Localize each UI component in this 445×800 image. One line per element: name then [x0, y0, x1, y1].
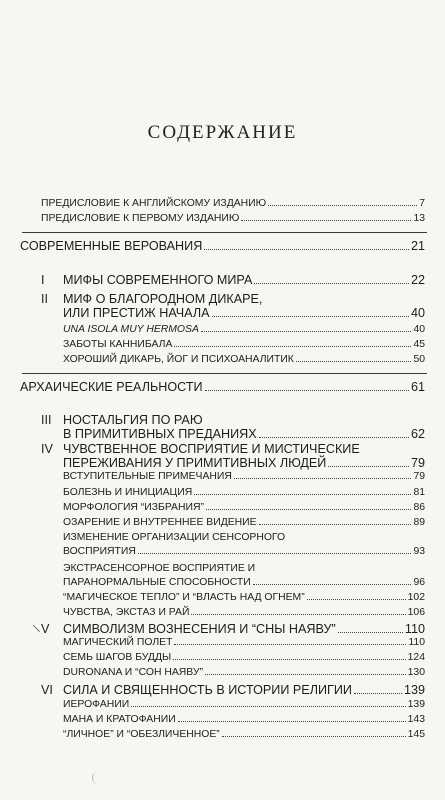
entry-text: СИЛА И СВЯЩЕННОСТЬ В ИСТОРИИ РЕЛИГИИ: [63, 683, 352, 697]
toc-chapter-line: НОСТАЛЬГИЯ ПО РАЮ: [63, 413, 203, 427]
page-number: 130: [407, 667, 425, 678]
entry-text: “ЛИЧНОЕ” И “ОБЕЗЛИЧЕННОЕ”: [63, 729, 220, 740]
page-number: 106: [407, 607, 425, 618]
toc-entry-front: [41, 213, 425, 224]
page-number: 89: [413, 517, 425, 528]
page-number: 61: [410, 380, 425, 394]
chapter-numeral: IV: [41, 442, 53, 456]
page-number: 7: [419, 198, 425, 209]
toc-entry-front: [41, 198, 425, 209]
page-number: 22: [410, 273, 425, 287]
page-number: 93: [413, 546, 425, 557]
dot-leader: [222, 730, 406, 737]
dot-leader: [205, 382, 409, 391]
dot-leader: [201, 325, 412, 332]
entry-text: ПРЕДИСЛОВИЕ К АНГЛИЙСКОМУ ИЗДАНИЮ: [41, 198, 267, 209]
chapter-numeral: III: [41, 413, 52, 427]
page-number: 110: [408, 637, 425, 648]
entry-text: СОВРЕМЕННЫЕ ВЕРОВАНИЯ: [20, 239, 203, 253]
dot-leader: [212, 308, 409, 317]
toc-chapter: [63, 622, 425, 636]
dot-leader: [259, 518, 412, 525]
toc-section: [63, 517, 425, 528]
toc-chapter: [63, 306, 425, 320]
page-number: 79: [413, 471, 425, 482]
toc-section: [63, 607, 425, 618]
entry-text: ВОСПРИЯТИЯ: [63, 546, 136, 557]
dot-leader: [338, 624, 403, 633]
toc-section: [63, 652, 425, 663]
page-number: 45: [413, 339, 425, 350]
page-title: СОДЕРЖАНИЕ: [147, 122, 298, 143]
chapter-numeral: V: [41, 622, 50, 636]
dot-leader: [138, 547, 412, 554]
toc-section: [63, 471, 425, 482]
toc-section-line: ИЗМЕНЕНИЕ ОРГАНИЗАЦИИ СЕНСОРНОГО: [63, 532, 286, 543]
entry-text: В ПРИМИТИВНЫХ ПРЕДАНИЯХ: [63, 427, 257, 441]
toc-section: [63, 339, 425, 350]
entry-text: UNA ISOLA MUY HERMOSA: [63, 324, 199, 335]
entry-text: ПРЕДИСЛОВИЕ К ПЕРВОМУ ИЗДАНИЮ: [41, 213, 240, 224]
page-number: 79: [410, 456, 425, 470]
toc-chapter-line: ЧУВСТВЕННОЕ ВОСПРИЯТИЕ И МИСТИЧЕСКИЕ: [63, 442, 360, 456]
toc-chapter-line: МИФ О БЛАГОРОДНОМ ДИКАРЕ,: [63, 292, 263, 306]
toc-section: [63, 699, 425, 710]
entry-text: СИМВОЛИЗМ ВОЗНЕСЕНИЯ И “СНЫ НАЯВУ”: [63, 622, 336, 636]
entry-text: АРХАИЧЕСКИЕ РЕАЛЬНОСТИ: [20, 380, 203, 394]
toc-section: [63, 487, 425, 498]
entry-text: ПЕРЕЖИВАНИЯ У ПРИМИТИВНЫХ ЛЮДЕЙ: [63, 456, 327, 470]
page-number: 86: [413, 502, 425, 513]
dot-leader: [131, 700, 405, 707]
dot-leader: [307, 593, 406, 600]
entry-text: ЗАБОТЫ КАННИБАЛА: [63, 339, 173, 350]
dot-leader: [354, 685, 402, 694]
dot-leader: [268, 199, 417, 206]
entry-text: БОЛЕЗНЬ И ИНИЦИАЦИЯ: [63, 487, 193, 498]
dot-leader: [174, 340, 411, 347]
page-number: 40: [410, 306, 425, 320]
dot-leader: [173, 653, 405, 660]
toc-section-line: ЭКСТРАСЕНСОРНОЕ ВОСПРИЯТИЕ И: [63, 563, 256, 574]
entry-text: DURONANA И “СОН НАЯВУ”: [63, 667, 203, 678]
page-number: 145: [407, 729, 425, 740]
toc-section: [63, 592, 425, 603]
toc-part: [20, 380, 425, 394]
dot-leader: [178, 715, 406, 722]
entry-text: ЧУВСТВА, ЭКСТАЗ И РАЙ: [63, 607, 190, 618]
dot-leader: [328, 458, 409, 467]
entry-text: “МАГИЧЕСКОЕ ТЕПЛО” И “ВЛАСТЬ НАД ОГНЕМ”: [63, 592, 305, 603]
page-number: 40: [413, 324, 425, 335]
toc-section: [63, 667, 425, 678]
entry-text: ОЗАРЕНИЕ И ВНУТРЕННЕЕ ВИДЕНИЕ: [63, 517, 257, 528]
chapter-numeral: II: [41, 292, 48, 306]
divider-line: [22, 373, 427, 374]
entry-text: ПАРАНОРМАЛЬНЫЕ СПОСОБНОСТИ: [63, 577, 251, 588]
page-number: 143: [407, 714, 425, 725]
chapter-numeral: VI: [41, 683, 53, 697]
dot-leader: [191, 608, 405, 615]
dot-leader: [234, 472, 412, 479]
entry-text: ИЕРОФАНИИ: [63, 699, 130, 710]
dot-leader: [253, 578, 412, 585]
page-number: 81: [413, 487, 425, 498]
toc-chapter: [63, 683, 425, 697]
page-number: 21: [410, 239, 425, 253]
page-number: 110: [404, 622, 425, 636]
entry-text: МАГИЧЕСКИЙ ПОЛЕТ: [63, 637, 173, 648]
page-number: 62: [410, 427, 425, 441]
toc-section: [63, 546, 425, 557]
toc-section: [63, 324, 425, 335]
toc-section: [63, 714, 425, 725]
dot-leader: [259, 429, 409, 438]
entry-text: СЕМЬ ШАГОВ БУДДЫ: [63, 652, 172, 663]
page-number: 124: [407, 652, 425, 663]
dot-leader: [241, 214, 411, 221]
entry-text: МОРФОЛОГИЯ “ИЗБРАНИЯ”: [63, 502, 204, 513]
dot-leader: [296, 355, 412, 362]
toc-section: [63, 729, 425, 740]
page-number: 139: [403, 683, 425, 697]
dot-leader: [174, 638, 406, 645]
scan-mark: [92, 772, 103, 784]
page-number: 102: [407, 592, 425, 603]
toc-section: [63, 577, 425, 588]
entry-text: МАНА И КРАТОФАНИИ: [63, 714, 176, 725]
pencil-mark: [33, 625, 40, 632]
page-number: 139: [407, 699, 425, 710]
page-number: 50: [413, 354, 425, 365]
toc-section: [63, 637, 425, 648]
toc-chapter: [63, 273, 425, 287]
dot-leader: [206, 503, 412, 510]
entry-text: ВСТУПИТЕЛЬНЫЕ ПРИМЕЧАНИЯ: [63, 471, 232, 482]
entry-text: МИФЫ СОВРЕМЕННОГО МИРА: [63, 273, 253, 287]
dot-leader: [205, 668, 406, 675]
toc-chapter: [63, 427, 425, 441]
chapter-numeral: I: [41, 273, 45, 287]
entry-text: ИЛИ ПРЕСТИЖ НАЧАЛА: [63, 306, 210, 320]
toc-section: [63, 354, 425, 365]
toc-part: [20, 239, 425, 253]
page-number: 96: [413, 577, 425, 588]
dot-leader: [204, 241, 409, 250]
dot-leader: [194, 488, 411, 495]
page-number: 13: [413, 213, 425, 224]
toc-chapter: [63, 456, 425, 470]
divider-line: [22, 232, 427, 233]
entry-text: ХОРОШИЙ ДИКАРЬ, ЙОГ И ПСИХОАНАЛИТИК: [63, 354, 294, 365]
dot-leader: [254, 275, 409, 284]
toc-section: [63, 502, 425, 513]
